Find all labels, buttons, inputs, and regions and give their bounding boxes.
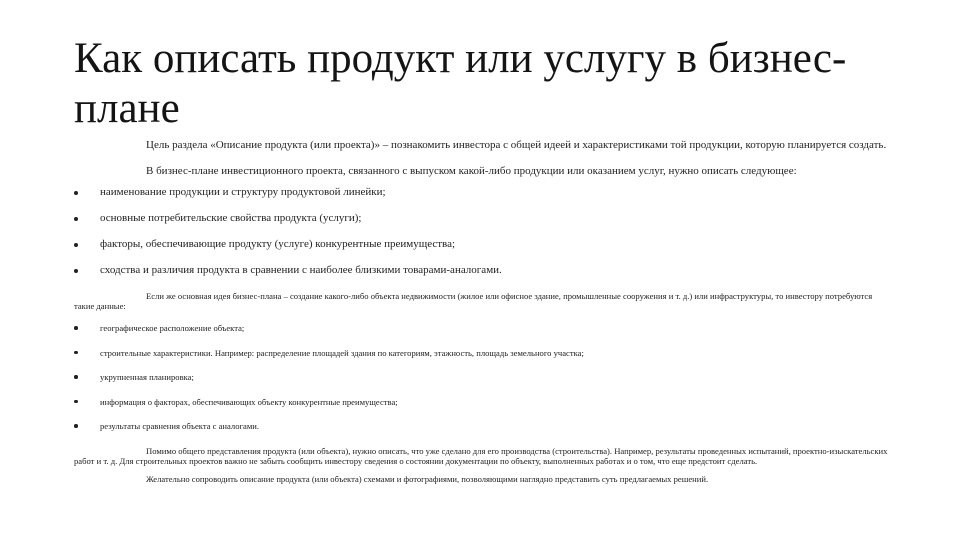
bullet-icon: [74, 400, 78, 404]
list-item: сходства и различия продукта в сравнении с наиболее близкими товарами-аналогами.: [74, 265, 894, 276]
list-item: наименование продукции и структуру продуктовой линейки;: [74, 187, 894, 198]
list-item: информация о факторах, обеспечивающих объекту конкурентные преимущества;: [74, 397, 894, 407]
requirements-paragraph: В бизнес-плане инвестиционного проекта, связанного с выпуском какой-либо продукции или оказанием услуг, нужно описать следующее:: [146, 164, 797, 177]
bullet-icon: [74, 217, 78, 221]
real-estate-paragraph: Если же основная идея бизнес-плана – создание какого-либо объекта недвижимости (жилое или офисное здание, промышленные сооружения и т. д.) или инфраструктуры, то инвестору потребуются такие данные:: [74, 291, 873, 311]
list-item: укрупненная планировка;: [74, 372, 894, 382]
slide-body: [74, 140, 894, 484]
real-estate-list: [74, 323, 894, 431]
list-item: факторы, обеспечивающие продукту (услуге) конкурентные преимущества;: [74, 239, 894, 250]
bullet-icon: [74, 326, 78, 330]
bullet-icon: [74, 191, 78, 195]
list-item: географическое расположение объекта;: [74, 323, 894, 333]
attachments-paragraph: Желательно сопроводить описание продукта (или объекта) схемами и фотографиями, позволяющими наглядно представить суть предлагаемых решений.: [146, 473, 709, 484]
bullet-icon: [74, 424, 78, 428]
bullet-icon: [74, 375, 78, 379]
progress-paragraph: Помимо общего представления продукта (или объекта), нужно описать, что уже сделано для его производства (строительства). Например, результаты проведенных испытаний, проектно-изыскательских работ и т. д. Для строительных проектов важно не забыть сообщить инвестору сведения о состоянии документации по объекту, выполненных работах и о том, что еще предстоит сделать.: [74, 445, 888, 466]
slide-title: Как описать продукт или услугу в бизнес-плане: [74, 35, 847, 132]
list-item: основные потребительские свойства продукта (услуги);: [74, 213, 894, 224]
intro-paragraph: Цель раздела «Описание продукта (или проекта)» – познакомить инвестора с общей идеей и характеристиками той продукции, которую планируется создать.: [146, 139, 887, 151]
bullet-icon: [74, 351, 78, 355]
list-item: строительные характеристики. Например: распределение площадей здания по категориям, этажность, площадь земельного участка;: [74, 348, 894, 358]
list-item: результаты сравнения объекта с аналогами.: [74, 421, 894, 431]
bullet-icon: [74, 269, 78, 273]
bullet-icon: [74, 243, 78, 247]
product-list: [74, 187, 894, 276]
